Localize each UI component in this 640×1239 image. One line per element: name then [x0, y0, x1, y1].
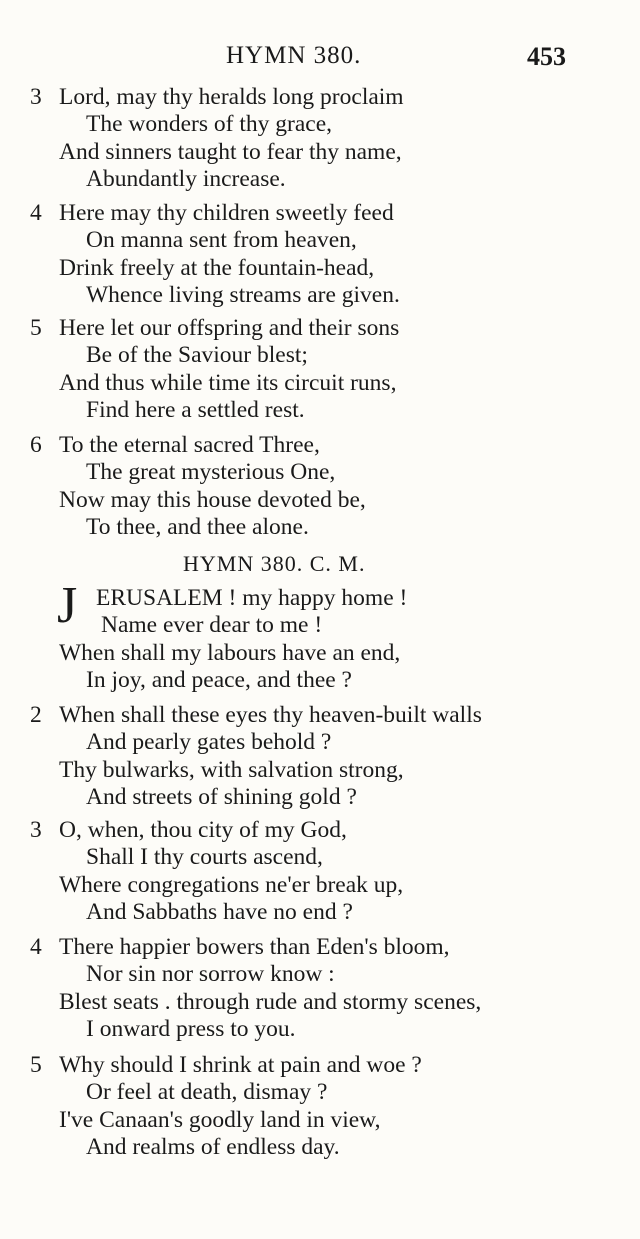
stanza-line: Or feel at death, dismay ? — [86, 1079, 328, 1105]
stanza-line: Find here a settled rest. — [86, 397, 305, 423]
stanza-line: Here let our offspring and their sons — [59, 315, 400, 341]
stanza-line: When shall my labours have an end, — [59, 640, 401, 666]
page-number: 453 — [527, 42, 566, 71]
page-header — [0, 42, 640, 76]
stanza-line: There happier bowers than Eden's bloom, — [59, 934, 450, 960]
stanza-line: Drink freely at the fountain-head, — [59, 255, 375, 281]
stanza-line: To thee, and thee alone. — [86, 514, 309, 540]
stanza-number: 2 — [30, 702, 42, 728]
stanza-line: O, when, thou city of my God, — [59, 817, 347, 843]
stanza-number: 5 — [30, 315, 42, 341]
stanza-line: Where congregations ne'er break up, — [59, 872, 404, 898]
stanza-line: Shall I thy courts ascend, — [86, 844, 323, 870]
stanza-line: Blest seats . through rude and stormy scenes, — [59, 989, 482, 1015]
stanza-line: ERUSALEM ! my happy home ! — [96, 585, 408, 611]
stanza-line: Here may thy children sweetly feed — [59, 200, 394, 226]
stanza-line: Be of the Saviour blest; — [86, 342, 308, 368]
running-title: HYMN 380. — [226, 42, 362, 69]
stanza-line: In joy, and peace, and thee ? — [86, 667, 352, 693]
stanza-line: And thus while time its circuit runs, — [59, 370, 397, 396]
stanza-number: 3 — [30, 817, 42, 843]
stanza-line: And sinners taught to fear thy name, — [59, 139, 402, 165]
stanza-line: Why should I shrink at pain and woe ? — [59, 1052, 422, 1078]
stanza-number: 6 — [30, 432, 42, 458]
stanza-line: On manna sent from heaven, — [86, 227, 357, 253]
hymn-title: HYMN 380. C. M. — [183, 551, 366, 576]
stanza-number: 5 — [30, 1052, 42, 1078]
stanza-line: And streets of shining gold ? — [86, 784, 357, 810]
drop-cap: J — [57, 577, 78, 634]
stanza-line: I've Canaan's goodly land in view, — [59, 1107, 381, 1133]
stanza-line: And pearly gates behold ? — [86, 729, 332, 755]
stanza-number: 4 — [30, 934, 42, 960]
stanza-line: Name ever dear to me ! — [101, 612, 323, 638]
stanza-line: Nor sin nor sorrow know : — [86, 961, 335, 987]
stanza-line: And Sabbaths have no end ? — [86, 899, 353, 925]
stanza-line: When shall these eyes thy heaven-built walls — [59, 702, 482, 728]
stanza-line: And realms of endless day. — [86, 1134, 340, 1160]
stanza-line: Thy bulwarks, with salvation strong, — [59, 757, 404, 783]
stanza-line: Lord, may thy heralds long proclaim — [59, 84, 404, 110]
stanza-line: To the eternal sacred Three, — [59, 432, 320, 458]
stanza-number: 3 — [30, 84, 42, 110]
stanza-number: 4 — [30, 200, 42, 226]
stanza-line: The wonders of thy grace, — [86, 111, 333, 137]
stanza-line: I onward press to you. — [86, 1016, 296, 1042]
stanza-line: Abundantly increase. — [86, 166, 286, 192]
stanza-line: Now may this house devoted be, — [59, 487, 366, 513]
stanza-line: The great mysterious One, — [86, 459, 336, 485]
stanza-line: Whence living streams are given. — [86, 282, 400, 308]
